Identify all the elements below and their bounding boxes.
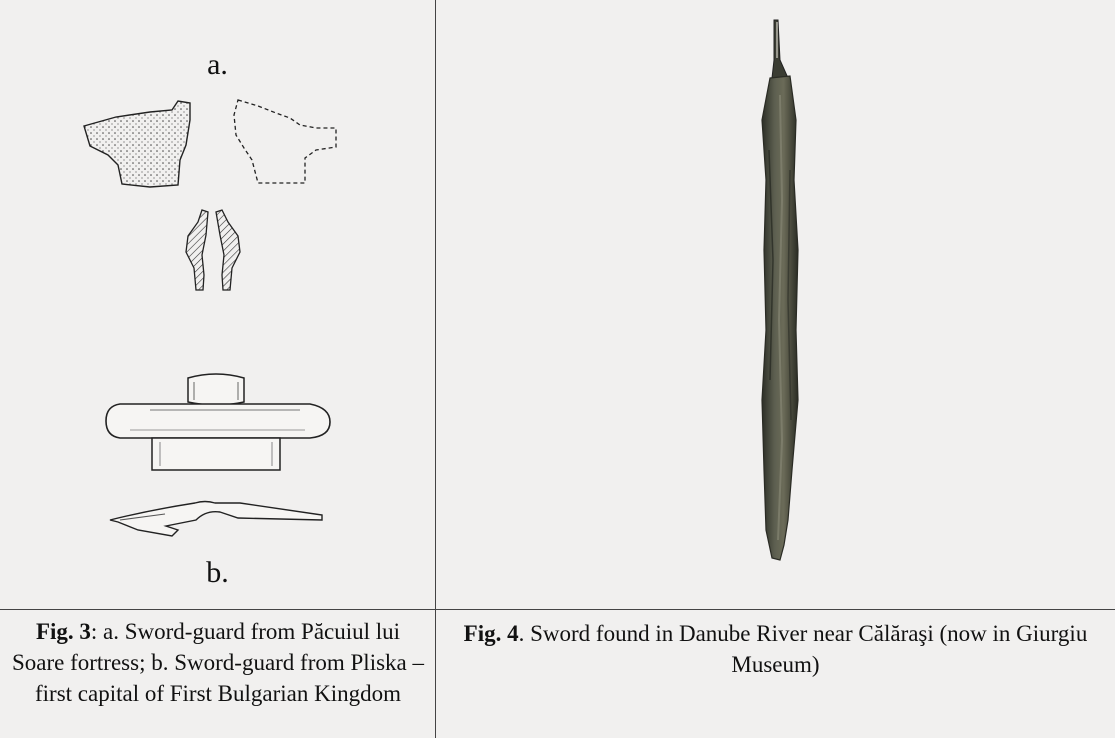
figure-3-caption	[8, 616, 428, 709]
figure-4-caption-text: . Sword found in Danube River near Călăraşi (now in Giurgiu Museum)	[518, 621, 1088, 677]
figure-3-caption-text: : a. Sword-guard from Păcuiul lui Soare fortress; b. Sword-guard from Pliska – first capital of First Bulgarian Kingdom	[11, 619, 424, 706]
guard-profile	[110, 502, 322, 537]
figure-4-label: Fig. 4	[463, 621, 519, 646]
label-b: b.	[206, 556, 229, 589]
horizontal-divider	[0, 609, 1115, 610]
label-a: a.	[207, 48, 228, 81]
guard-boss	[188, 374, 244, 405]
guard-block	[152, 438, 280, 470]
sword-tang	[772, 20, 788, 78]
figure-3-label: Fig. 3	[35, 619, 91, 644]
figure-4-caption	[436, 618, 1115, 680]
sword-photo	[436, 0, 1115, 609]
figure-3-drawing-panel	[0, 0, 435, 609]
sword-guard-b-drawing	[0, 0, 435, 609]
figure-4-photo-panel	[436, 0, 1115, 609]
guard-bar	[106, 404, 330, 438]
